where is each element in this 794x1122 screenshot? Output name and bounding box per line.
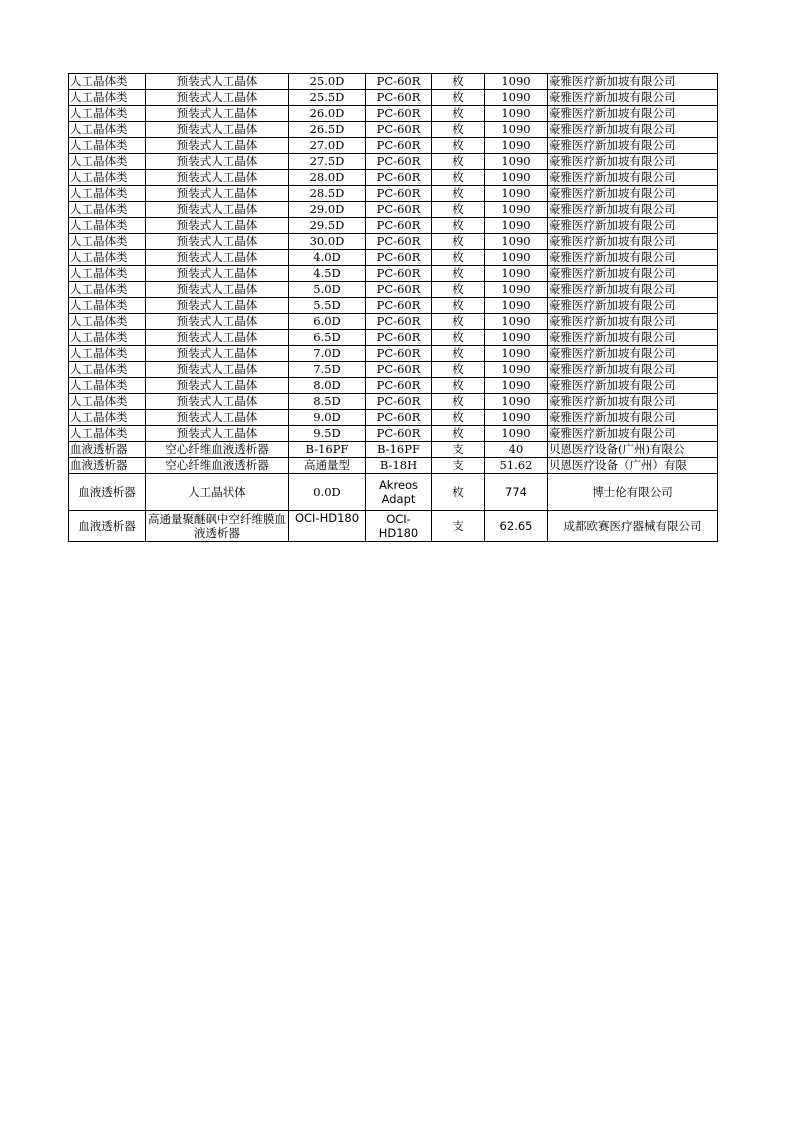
- cell-category: 人工晶体类: [69, 266, 146, 282]
- cell-unit: 枚: [432, 410, 485, 426]
- cell-category: 人工晶体类: [69, 170, 146, 186]
- price-table: [68, 73, 718, 542]
- cell-price: 1090: [485, 330, 548, 346]
- cell-spec: 高通量型: [289, 458, 366, 474]
- cell-spec: 26.0D: [289, 106, 366, 122]
- cell-spec: 5.5D: [289, 298, 366, 314]
- cell-unit: 枚: [432, 346, 485, 362]
- cell-product-name: 预装式人工晶体: [146, 154, 289, 170]
- cell-manufacturer: 豪雅医疗新加坡有限公司: [548, 234, 718, 250]
- table-row: [69, 106, 718, 122]
- cell-category: 人工晶体类: [69, 202, 146, 218]
- cell-price: 1090: [485, 314, 548, 330]
- cell-category: 人工晶体类: [69, 138, 146, 154]
- cell-price: 1090: [485, 298, 548, 314]
- cell-manufacturer: 贝恩医疗设备（广州）有限: [548, 458, 718, 474]
- cell-spec: 7.5D: [289, 362, 366, 378]
- cell-price: 40: [485, 442, 548, 458]
- cell-price: 1090: [485, 170, 548, 186]
- cell-manufacturer: 博士伦有限公司: [548, 474, 718, 511]
- cell-model: PC-60R: [366, 234, 432, 250]
- cell-price: 1090: [485, 106, 548, 122]
- cell-price: 1090: [485, 90, 548, 106]
- cell-model: B-18H: [366, 458, 432, 474]
- table-row: [69, 74, 718, 90]
- cell-model: OCI-HD180: [366, 511, 432, 542]
- cell-unit: 枚: [432, 330, 485, 346]
- cell-unit: 枚: [432, 282, 485, 298]
- cell-product-name: 预装式人工晶体: [146, 362, 289, 378]
- cell-model: PC-60R: [366, 298, 432, 314]
- cell-unit: 枚: [432, 362, 485, 378]
- cell-manufacturer: 豪雅医疗新加坡有限公司: [548, 282, 718, 298]
- cell-unit: 枚: [432, 202, 485, 218]
- cell-model: PC-60R: [366, 218, 432, 234]
- cell-spec: 27.0D: [289, 138, 366, 154]
- cell-model: PC-60R: [366, 330, 432, 346]
- cell-manufacturer: 豪雅医疗新加坡有限公司: [548, 218, 718, 234]
- cell-price: 62.65: [485, 511, 548, 542]
- cell-unit: 支: [432, 511, 485, 542]
- cell-unit: 枚: [432, 90, 485, 106]
- cell-model: PC-60R: [366, 282, 432, 298]
- cell-spec: 6.0D: [289, 314, 366, 330]
- cell-model: PC-60R: [366, 250, 432, 266]
- cell-product-name: 预装式人工晶体: [146, 106, 289, 122]
- cell-product-name: 高通量聚醚砜中空纤维膜血液透析器: [146, 511, 289, 542]
- cell-product-name: 预装式人工晶体: [146, 378, 289, 394]
- cell-model: PC-60R: [366, 106, 432, 122]
- cell-model: PC-60R: [366, 362, 432, 378]
- table-row: [69, 266, 718, 282]
- cell-category: 人工晶体类: [69, 250, 146, 266]
- cell-price: 1090: [485, 234, 548, 250]
- cell-manufacturer: 豪雅医疗新加坡有限公司: [548, 346, 718, 362]
- cell-product-name: 人工晶状体: [146, 474, 289, 511]
- cell-product-name: 预装式人工晶体: [146, 234, 289, 250]
- table-row: [69, 346, 718, 362]
- cell-model: PC-60R: [366, 394, 432, 410]
- cell-product-name: 预装式人工晶体: [146, 138, 289, 154]
- cell-product-name: 预装式人工晶体: [146, 346, 289, 362]
- table-row: [69, 90, 718, 106]
- cell-manufacturer: 豪雅医疗新加坡有限公司: [548, 154, 718, 170]
- cell-price: 1090: [485, 122, 548, 138]
- cell-manufacturer: 豪雅医疗新加坡有限公司: [548, 330, 718, 346]
- table-row: [69, 511, 718, 542]
- cell-manufacturer: 豪雅医疗新加坡有限公司: [548, 186, 718, 202]
- cell-category: 血液透析器: [69, 442, 146, 458]
- cell-price: 1090: [485, 218, 548, 234]
- cell-manufacturer: 豪雅医疗新加坡有限公司: [548, 106, 718, 122]
- cell-model: PC-60R: [366, 346, 432, 362]
- cell-spec: 9.5D: [289, 426, 366, 442]
- cell-product-name: 预装式人工晶体: [146, 426, 289, 442]
- cell-product-name: 预装式人工晶体: [146, 394, 289, 410]
- cell-spec: 4.5D: [289, 266, 366, 282]
- cell-price: 1090: [485, 394, 548, 410]
- cell-product-name: 预装式人工晶体: [146, 202, 289, 218]
- table-row: [69, 218, 718, 234]
- cell-product-name: 预装式人工晶体: [146, 90, 289, 106]
- cell-model: PC-60R: [366, 154, 432, 170]
- cell-unit: 枚: [432, 170, 485, 186]
- cell-model: B-16PF: [366, 442, 432, 458]
- cell-spec: 28.5D: [289, 186, 366, 202]
- cell-spec: 6.5D: [289, 330, 366, 346]
- table-row: [69, 298, 718, 314]
- cell-spec: 30.0D: [289, 234, 366, 250]
- cell-unit: 枚: [432, 234, 485, 250]
- cell-model: PC-60R: [366, 202, 432, 218]
- table-row: [69, 234, 718, 250]
- cell-model: PC-60R: [366, 90, 432, 106]
- cell-model: PC-60R: [366, 410, 432, 426]
- cell-spec: 7.0D: [289, 346, 366, 362]
- cell-product-name: 预装式人工晶体: [146, 170, 289, 186]
- table-row: [69, 202, 718, 218]
- cell-product-name: 预装式人工晶体: [146, 186, 289, 202]
- cell-category: 人工晶体类: [69, 330, 146, 346]
- cell-price: 1090: [485, 266, 548, 282]
- cell-unit: 支: [432, 458, 485, 474]
- cell-product-name: 预装式人工晶体: [146, 250, 289, 266]
- cell-spec: 0.0D: [289, 474, 366, 511]
- cell-spec: 29.5D: [289, 218, 366, 234]
- cell-unit: 枚: [432, 298, 485, 314]
- table-row: [69, 442, 718, 458]
- cell-manufacturer: 豪雅医疗新加坡有限公司: [548, 394, 718, 410]
- cell-product-name: 预装式人工晶体: [146, 410, 289, 426]
- cell-model: PC-60R: [366, 74, 432, 90]
- cell-unit: 枚: [432, 378, 485, 394]
- cell-manufacturer: 豪雅医疗新加坡有限公司: [548, 138, 718, 154]
- cell-product-name: 预装式人工晶体: [146, 282, 289, 298]
- cell-price: 1090: [485, 410, 548, 426]
- table-row: [69, 282, 718, 298]
- cell-model: PC-60R: [366, 314, 432, 330]
- cell-manufacturer: 豪雅医疗新加坡有限公司: [548, 250, 718, 266]
- cell-model: PC-60R: [366, 426, 432, 442]
- cell-price: 1090: [485, 378, 548, 394]
- cell-product-name: 预装式人工晶体: [146, 314, 289, 330]
- cell-spec: 28.0D: [289, 170, 366, 186]
- table-row: [69, 394, 718, 410]
- cell-manufacturer: 豪雅医疗新加坡有限公司: [548, 170, 718, 186]
- table-row: [69, 250, 718, 266]
- cell-product-name: 空心纤维血液透析器: [146, 458, 289, 474]
- cell-unit: 枚: [432, 394, 485, 410]
- cell-unit: 枚: [432, 250, 485, 266]
- cell-unit: 枚: [432, 474, 485, 511]
- cell-category: 人工晶体类: [69, 106, 146, 122]
- cell-unit: 枚: [432, 122, 485, 138]
- cell-manufacturer: 豪雅医疗新加坡有限公司: [548, 298, 718, 314]
- cell-manufacturer: 豪雅医疗新加坡有限公司: [548, 74, 718, 90]
- cell-product-name: 预装式人工晶体: [146, 330, 289, 346]
- cell-category: 人工晶体类: [69, 394, 146, 410]
- cell-spec: B-16PF: [289, 442, 366, 458]
- cell-spec: 29.0D: [289, 202, 366, 218]
- cell-price: 1090: [485, 250, 548, 266]
- cell-unit: 枚: [432, 138, 485, 154]
- table-row: [69, 362, 718, 378]
- cell-manufacturer: 豪雅医疗新加坡有限公司: [548, 362, 718, 378]
- table-row: [69, 138, 718, 154]
- cell-model: Akreos Adapt: [366, 474, 432, 511]
- cell-price: 1090: [485, 154, 548, 170]
- cell-price: 1090: [485, 426, 548, 442]
- cell-category: 人工晶体类: [69, 282, 146, 298]
- cell-unit: 枚: [432, 186, 485, 202]
- cell-product-name: 空心纤维血液透析器: [146, 442, 289, 458]
- cell-spec: 25.5D: [289, 90, 366, 106]
- cell-product-name: 预装式人工晶体: [146, 218, 289, 234]
- cell-unit: 枚: [432, 426, 485, 442]
- cell-category: 人工晶体类: [69, 378, 146, 394]
- cell-manufacturer: 成都欧赛医疗器械有限公司: [548, 511, 718, 542]
- cell-category: 人工晶体类: [69, 362, 146, 378]
- cell-spec: 26.5D: [289, 122, 366, 138]
- cell-unit: 枚: [432, 266, 485, 282]
- table-row: [69, 186, 718, 202]
- cell-manufacturer: 豪雅医疗新加坡有限公司: [548, 378, 718, 394]
- cell-price: 1090: [485, 362, 548, 378]
- cell-category: 血液透析器: [69, 474, 146, 511]
- cell-product-name: 预装式人工晶体: [146, 74, 289, 90]
- cell-category: 人工晶体类: [69, 346, 146, 362]
- cell-model: PC-60R: [366, 138, 432, 154]
- table-row: [69, 426, 718, 442]
- cell-model: PC-60R: [366, 122, 432, 138]
- cell-unit: 枚: [432, 218, 485, 234]
- table-row: [69, 330, 718, 346]
- table-row: [69, 474, 718, 511]
- cell-spec: 8.5D: [289, 394, 366, 410]
- cell-category: 人工晶体类: [69, 234, 146, 250]
- cell-category: 人工晶体类: [69, 426, 146, 442]
- cell-price: 1090: [485, 282, 548, 298]
- cell-category: 人工晶体类: [69, 314, 146, 330]
- table-row: [69, 410, 718, 426]
- cell-spec: 25.0D: [289, 74, 366, 90]
- table-row: [69, 378, 718, 394]
- cell-category: 人工晶体类: [69, 218, 146, 234]
- cell-category: 人工晶体类: [69, 154, 146, 170]
- cell-model: PC-60R: [366, 170, 432, 186]
- cell-price: 774: [485, 474, 548, 511]
- cell-price: 1090: [485, 186, 548, 202]
- table-row: [69, 122, 718, 138]
- cell-manufacturer: 豪雅医疗新加坡有限公司: [548, 90, 718, 106]
- table-row: [69, 170, 718, 186]
- cell-unit: 枚: [432, 74, 485, 90]
- cell-product-name: 预装式人工晶体: [146, 298, 289, 314]
- cell-spec: OCI-HD180: [289, 511, 366, 542]
- cell-category: 人工晶体类: [69, 186, 146, 202]
- cell-price: 1090: [485, 74, 548, 90]
- cell-price: 51.62: [485, 458, 548, 474]
- cell-product-name: 预装式人工晶体: [146, 266, 289, 282]
- cell-category: 人工晶体类: [69, 298, 146, 314]
- cell-category: 人工晶体类: [69, 410, 146, 426]
- cell-spec: 27.5D: [289, 154, 366, 170]
- table-row: [69, 458, 718, 474]
- cell-spec: 8.0D: [289, 378, 366, 394]
- cell-unit: 枚: [432, 106, 485, 122]
- cell-spec: 5.0D: [289, 282, 366, 298]
- cell-model: PC-60R: [366, 378, 432, 394]
- cell-manufacturer: 贝恩医疗设备(广州)有限公: [548, 442, 718, 458]
- cell-category: 人工晶体类: [69, 122, 146, 138]
- cell-unit: 枚: [432, 154, 485, 170]
- cell-product-name: 预装式人工晶体: [146, 122, 289, 138]
- table-row: [69, 314, 718, 330]
- cell-price: 1090: [485, 202, 548, 218]
- cell-price: 1090: [485, 138, 548, 154]
- cell-manufacturer: 豪雅医疗新加坡有限公司: [548, 426, 718, 442]
- cell-model: PC-60R: [366, 186, 432, 202]
- cell-manufacturer: 豪雅医疗新加坡有限公司: [548, 202, 718, 218]
- cell-model: PC-60R: [366, 266, 432, 282]
- cell-spec: 4.0D: [289, 250, 366, 266]
- cell-manufacturer: 豪雅医疗新加坡有限公司: [548, 122, 718, 138]
- cell-category: 血液透析器: [69, 511, 146, 542]
- cell-manufacturer: 豪雅医疗新加坡有限公司: [548, 266, 718, 282]
- cell-manufacturer: 豪雅医疗新加坡有限公司: [548, 314, 718, 330]
- table-row: [69, 154, 718, 170]
- cell-spec: 9.0D: [289, 410, 366, 426]
- cell-category: 人工晶体类: [69, 74, 146, 90]
- cell-category: 人工晶体类: [69, 90, 146, 106]
- cell-price: 1090: [485, 346, 548, 362]
- cell-unit: 支: [432, 442, 485, 458]
- cell-manufacturer: 豪雅医疗新加坡有限公司: [548, 410, 718, 426]
- cell-category: 血液透析器: [69, 458, 146, 474]
- cell-unit: 枚: [432, 314, 485, 330]
